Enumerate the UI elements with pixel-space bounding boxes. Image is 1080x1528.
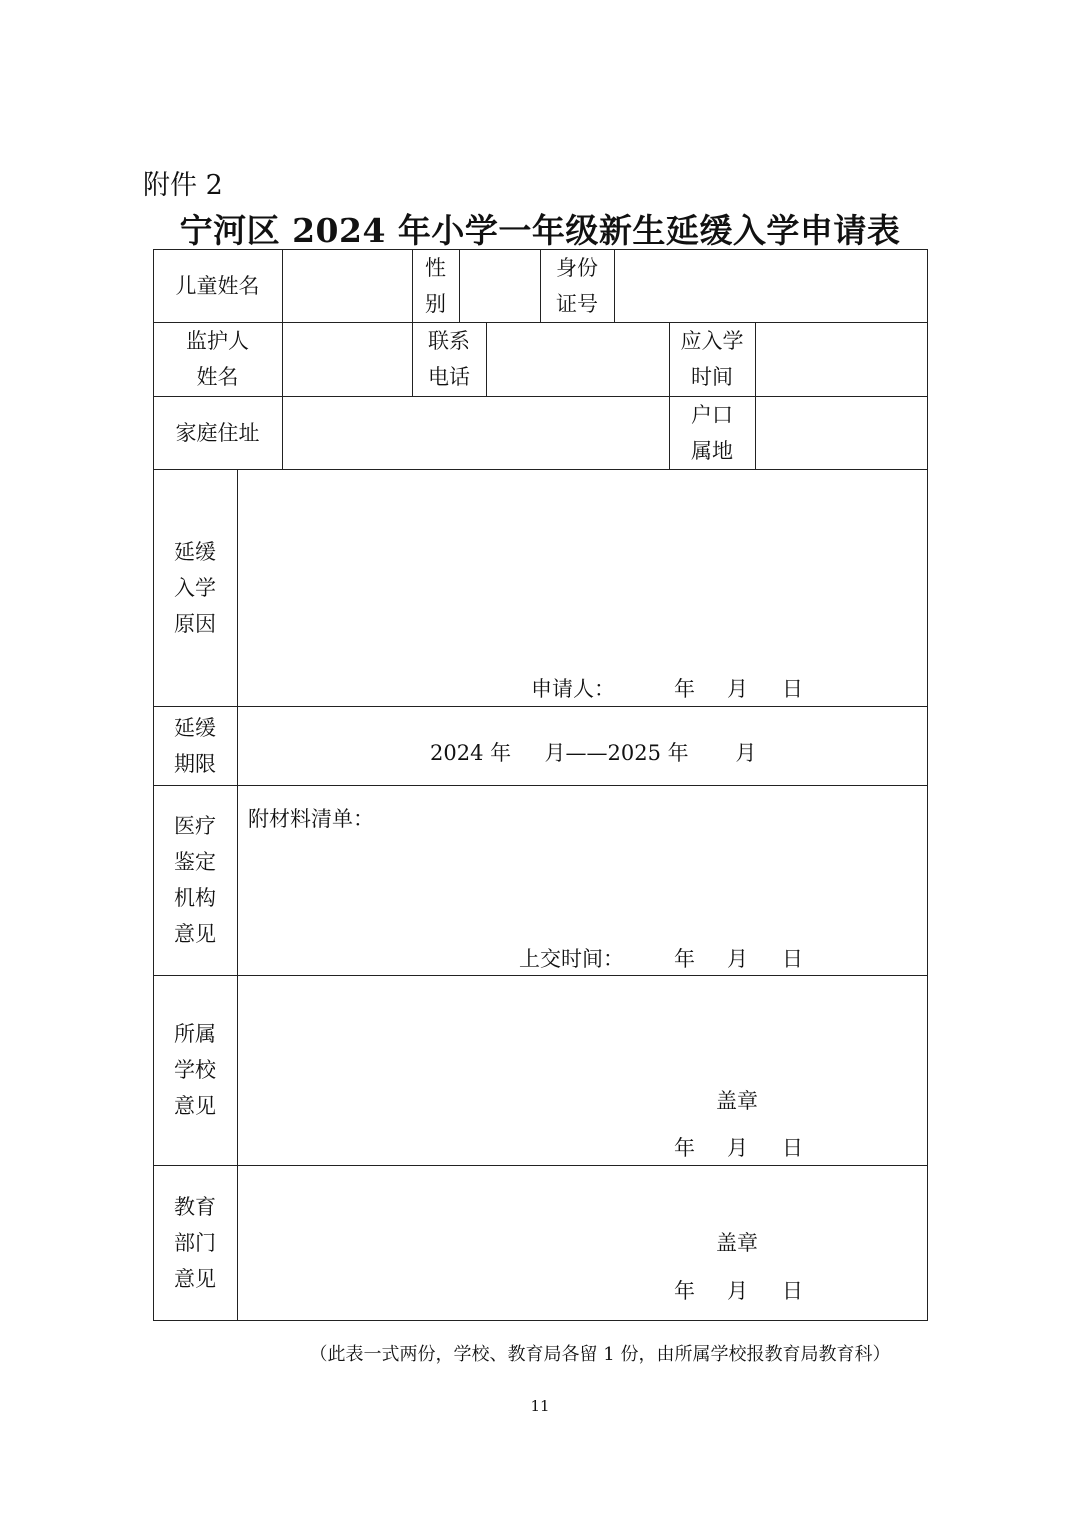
date-month: 月 xyxy=(727,1279,748,1303)
date-day: 日 xyxy=(782,947,803,971)
date-day: 日 xyxy=(782,677,803,701)
enroll-time-label: 应入学 时间 xyxy=(680,329,744,389)
materials-list-label: 附材料清单： xyxy=(248,807,374,831)
education-opinion-label: 教育 部门 意见 xyxy=(174,1195,216,1291)
date-year: 年 xyxy=(674,1279,695,1303)
date-day: 日 xyxy=(782,1136,803,1160)
date-month: 月 xyxy=(727,1136,748,1160)
phone-label: 联系 电话 xyxy=(428,329,470,389)
id-number-label: 身份 证号 xyxy=(556,255,598,316)
footer-note: （此表一式两份，学校、教育局各留 1 份，由所属学校报教育局教育科） xyxy=(309,1344,891,1365)
hukou-field[interactable] xyxy=(755,396,928,469)
reason-label: 延缓 入学 原因 xyxy=(174,539,216,636)
education-opinion-field[interactable] xyxy=(237,1165,928,1225)
child-name-label: 儿童姓名 xyxy=(175,273,260,298)
seal-label: 盖章 xyxy=(716,1089,758,1113)
applicant-label: 申请人： xyxy=(531,677,615,701)
child-name-field[interactable] xyxy=(282,249,412,322)
date-year: 年 xyxy=(674,1136,695,1160)
form-title: 宁河区 2024 年小学一年级新生延缓入学申请表 xyxy=(179,211,901,250)
gender-label: 性 别 xyxy=(425,255,446,316)
attachment-label: 附件 2 xyxy=(143,170,223,201)
row-divider xyxy=(153,785,928,786)
address-label: 家庭住址 xyxy=(175,420,260,445)
date-day: 日 xyxy=(782,1279,803,1303)
page-number: 11 xyxy=(530,1397,550,1415)
hukou-label: 户口 属地 xyxy=(691,402,733,463)
guardian-name-field[interactable] xyxy=(282,322,412,396)
date-year: 年 xyxy=(674,947,695,971)
date-year: 年 xyxy=(674,677,695,701)
phone-field[interactable] xyxy=(486,322,669,396)
medical-opinion-label: 医疗 鉴定 机构 意见 xyxy=(174,814,216,946)
date-month: 月 xyxy=(727,947,748,971)
medical-opinion-field[interactable] xyxy=(237,840,928,940)
id-number-field[interactable] xyxy=(614,249,928,322)
period-label: 延缓 期限 xyxy=(174,715,216,776)
gender-field[interactable] xyxy=(459,249,540,322)
enroll-time-field[interactable] xyxy=(755,322,928,396)
reason-field[interactable] xyxy=(237,469,928,706)
row-divider xyxy=(153,706,928,707)
school-opinion-label: 所属 学校 意见 xyxy=(174,1022,216,1118)
seal-label: 盖章 xyxy=(716,1231,758,1255)
submit-time-label: 上交时间： xyxy=(519,947,624,971)
period-range[interactable]: 2024 年 月——2025 年 月 xyxy=(430,741,757,765)
date-month: 月 xyxy=(727,677,748,701)
address-field[interactable] xyxy=(282,396,669,469)
guardian-name-label: 监护人 姓名 xyxy=(186,329,249,389)
school-opinion-field[interactable] xyxy=(237,975,928,1075)
